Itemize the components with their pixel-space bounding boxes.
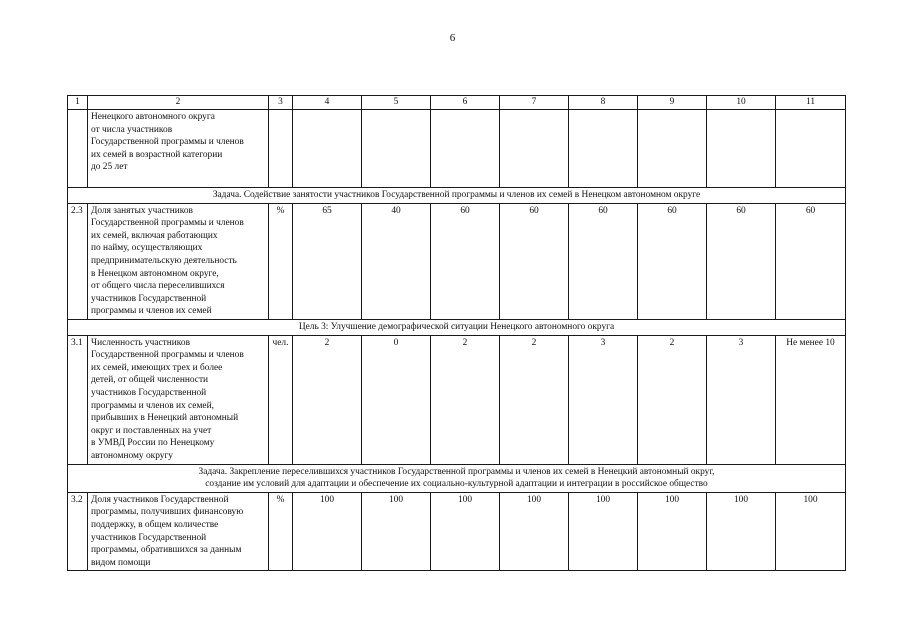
value-cell: 60 xyxy=(569,203,638,319)
value-cell: 2 xyxy=(293,335,362,464)
value-cell: 60 xyxy=(500,203,569,319)
value-cell: 100 xyxy=(707,492,776,571)
value-cell: 100 xyxy=(500,492,569,571)
row-number: 3.2 xyxy=(68,492,88,571)
value-cell: 65 xyxy=(293,203,362,319)
indicator-description: Доля участников Государственной программы, получивших финансовую поддержку, в общем количестве участников Государственной программы, обратившихся за данным видом помощи xyxy=(88,492,269,571)
value-cell: 3 xyxy=(569,335,638,464)
value-cell: 2 xyxy=(638,335,707,464)
section-row xyxy=(68,464,846,492)
header-cell: 10 xyxy=(707,96,776,110)
header-cell: 6 xyxy=(431,96,500,110)
section-heading: Задача. Содействие занятости участников Государственной программы и членов их семей в Ненецком автономном округе xyxy=(68,188,846,204)
value-cell: 3 xyxy=(707,335,776,464)
section-row xyxy=(68,319,846,335)
header-cell: 9 xyxy=(638,96,707,110)
header-cell: 2 xyxy=(88,96,269,110)
table-row xyxy=(68,203,846,319)
unit-cell xyxy=(269,110,293,188)
value-cell: 100 xyxy=(638,492,707,571)
value-cell xyxy=(638,110,707,188)
value-cell: Не менее 10 xyxy=(776,335,846,464)
value-cell: 100 xyxy=(776,492,846,571)
row-number: 2.3 xyxy=(68,203,88,319)
value-cell: 100 xyxy=(362,492,431,571)
value-cell: 100 xyxy=(293,492,362,571)
header-cell: 1 xyxy=(68,96,88,110)
section-heading: Задача. Закрепление переселившихся участников Государственной программы и членов их семей в Ненецкий автономный округ, создание им условий для адаптации и обеспечение их социально-культурной адаптации и интеграции в российское общество xyxy=(68,464,846,492)
value-cell xyxy=(569,110,638,188)
row-number xyxy=(68,110,88,188)
value-cell xyxy=(362,110,431,188)
indicator-description: Ненецкого автономного округа от числа участников Государственной программы и членов их семей в возрастной категории до 25 лет xyxy=(88,110,269,188)
value-cell: 60 xyxy=(638,203,707,319)
value-cell: 0 xyxy=(362,335,431,464)
table-row xyxy=(68,492,846,571)
row-number: 3.1 xyxy=(68,335,88,464)
value-cell: 60 xyxy=(431,203,500,319)
value-cell xyxy=(776,110,846,188)
value-cell: 100 xyxy=(569,492,638,571)
unit-cell: % xyxy=(269,203,293,319)
section-row xyxy=(68,188,846,204)
value-cell xyxy=(500,110,569,188)
value-cell: 60 xyxy=(776,203,846,319)
unit-cell: чел. xyxy=(269,335,293,464)
indicator-description: Доля занятых участников Государственной программы и членов их семей, включая работающих по найму, осуществляющих предпринимательскую деятельность в Ненецком автономном округе, от общего числа переселившихся участников Государственной программы и членов их семей xyxy=(88,203,269,319)
value-cell xyxy=(293,110,362,188)
value-cell: 40 xyxy=(362,203,431,319)
table-row xyxy=(68,110,846,188)
page-number: 6 xyxy=(449,32,456,44)
table-header-row xyxy=(68,96,846,110)
value-cell: 2 xyxy=(500,335,569,464)
value-cell: 60 xyxy=(707,203,776,319)
header-cell: 8 xyxy=(569,96,638,110)
value-cell xyxy=(707,110,776,188)
header-cell: 3 xyxy=(269,96,293,110)
indicator-description: Численность участников Государственной программы и членов их семей, имеющих трех и более детей, от общей численности участников Государственной программы и членов их семей, прибывших в Ненецкий автономный округ и поставленных на учет в УМВД России по Ненецкому автономному округу xyxy=(88,335,269,464)
section-heading: Цель 3: Улучшение демографической ситуации Ненецкого автономного округа xyxy=(68,319,846,335)
header-cell: 5 xyxy=(362,96,431,110)
unit-cell: % xyxy=(269,492,293,571)
value-cell: 2 xyxy=(431,335,500,464)
value-cell: 100 xyxy=(431,492,500,571)
header-cell: 11 xyxy=(776,96,846,110)
indicators-table xyxy=(67,95,846,571)
header-cell: 7 xyxy=(500,96,569,110)
header-cell: 4 xyxy=(293,96,362,110)
value-cell xyxy=(431,110,500,188)
table-row xyxy=(68,335,846,464)
